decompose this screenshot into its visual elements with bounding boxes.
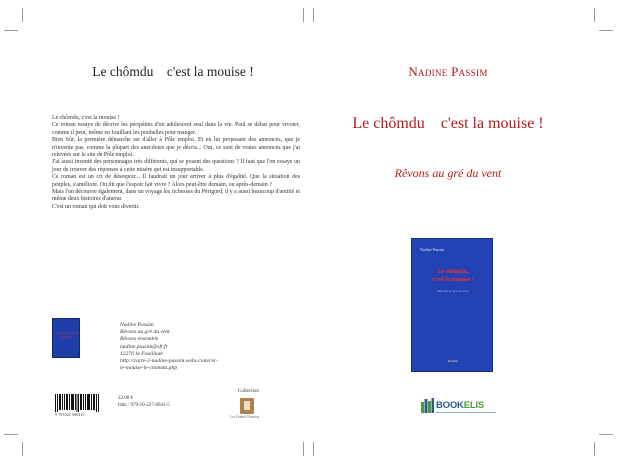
crop-mark: [303, 442, 304, 456]
crop-mark: [594, 442, 595, 456]
cover-illustration-bottom-text: Roman: [447, 359, 459, 363]
imprint-line: 12270 la Fouillade: [120, 350, 163, 357]
blurb-paragraph: Ce roman est un cri de désespoir... Il faudrait un jour arriver à plus d'égalité. Que la situation des peuples, s'améliore. Ou dit que l'espoir fait vivre ? Alors peut-être demain, ou après-demain ?: [52, 174, 300, 188]
crop-mark: [313, 8, 314, 22]
crop-mark: [303, 8, 304, 22]
imprint-line: Rêvons ensemble: [120, 336, 159, 343]
publisher-logo: [421, 396, 511, 418]
crop-mark: [22, 442, 23, 456]
front-cover-title: Le chômdu c'est la mouise !: [352, 115, 544, 132]
crop-mark: [599, 434, 613, 435]
back-cover-title: Le chômdu c'est la mouise !: [92, 64, 254, 79]
imprint-line: le-mouise-le-chomdu.php: [120, 365, 178, 372]
front-cover-author: Nadine Passim: [408, 64, 488, 79]
publisher-name-part: BOOK: [436, 400, 464, 411]
crop-mark: [4, 30, 18, 31]
price-isbn-block: [118, 395, 170, 409]
publisher-name-part: ELIS: [463, 400, 485, 411]
crop-mark: [313, 442, 314, 456]
imprint-line: nadine.passim@sfr.fr: [120, 343, 168, 350]
bookelis-books-icon: [421, 398, 434, 413]
crop-mark: [22, 8, 23, 22]
mini-cover-thumbnail: [52, 318, 80, 358]
isbn: Isbn : 979-10-227-0041-5: [118, 403, 170, 408]
cover-illustration-title: [416, 268, 490, 283]
blurb-paragraph: Ce roman essaye de décrire les péripéties d'un adolescent seul dans la vie. Paul se débat pour vivoter, comme il peut, même en fouillant les poubelles pour manger.: [52, 122, 300, 136]
crop-mark: [594, 8, 595, 22]
barcode-number: 9 791022 500415: [55, 412, 85, 417]
blurb-paragraph: C'est un roman qui doit vous divertir.: [52, 203, 140, 210]
barcode-icon: [55, 394, 99, 412]
back-cover-blurb: [52, 115, 300, 211]
collection-logo-icon: [240, 398, 254, 414]
cover-illustration-title-line: Le chômdu,: [437, 268, 469, 275]
publisher-underline: [436, 412, 496, 413]
blurb-paragraph: J'ai aussi inventé des personnages très différents, qui se posent des questions ? Il faut que l'on essaye un jour de trouver des réponses à cette misère qui est insupportable.: [52, 159, 300, 173]
front-cover-subtitle: Rêvons au gré du vent: [394, 166, 502, 180]
blurb-paragraph: Le chômdu, c'est la mouise !: [52, 115, 120, 121]
author-imprint: [120, 322, 300, 372]
cover-illustration-author: Nadine Passim: [420, 247, 444, 252]
cover-illustration-title-line: c'est la mouise !: [432, 275, 474, 283]
imprint-line: Rêvons au gré du vent: [120, 329, 170, 336]
price: 22.00 €: [118, 396, 133, 401]
publisher-name: [436, 400, 484, 411]
mini-cover-text: Le chômdu, c'est la mouise !: [55, 331, 79, 339]
crop-mark: [599, 30, 613, 31]
cover-illustration: [411, 238, 493, 372]
collection-label: Collection: [238, 389, 259, 394]
blurb-paragraph: Bien Sûr, la première démarche est d'aller à Pôle emploi. Et en lui proposant des annonces, que je n'invente pas, comme la plupart des anecdotes que je décris... Oui, ce sont de vraies annonces que j'ai relevées sur le site de Pôle emploi.: [52, 137, 300, 159]
imprint-line: http://carte-2-nadine-passim.webs.com/cer-: [120, 358, 219, 365]
crop-mark: [4, 434, 18, 435]
blurb-paragraph: Mais l'on découvre également, dans un voyage les richesses du Périgord, il y a aussi beaucoup d'amitié et même deux histoires d'amour.: [52, 189, 300, 203]
imprint-line: Nadine Passim: [120, 322, 154, 328]
collection-name: Les Grands Formats: [230, 415, 260, 419]
cover-illustration-subtitle: Rêvons au gré du vent: [437, 289, 469, 293]
